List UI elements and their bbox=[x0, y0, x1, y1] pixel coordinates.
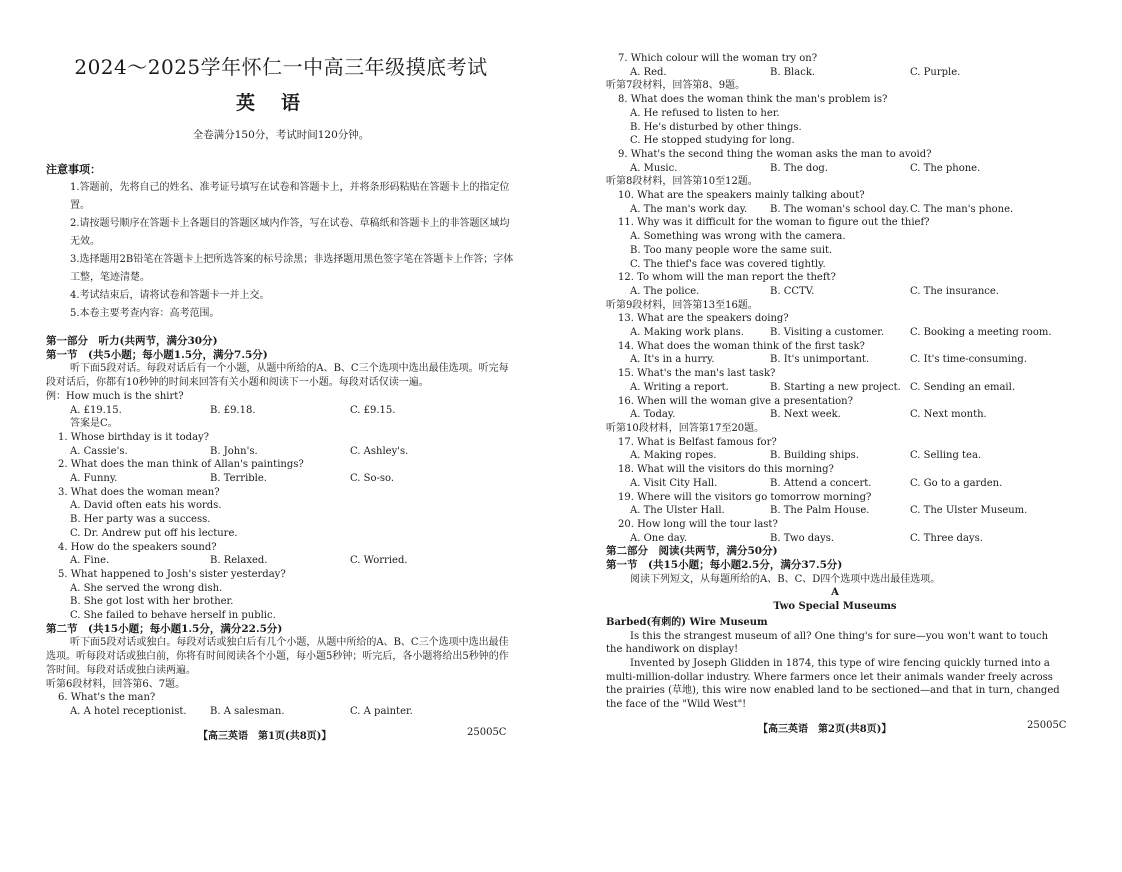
option: B. Attend a concert. bbox=[770, 477, 872, 489]
option: C. The insurance. bbox=[910, 285, 999, 297]
option: C. Selling tea. bbox=[910, 450, 982, 462]
question-10-options bbox=[606, 203, 1064, 217]
option: A. A hotel receptionist. bbox=[70, 705, 187, 717]
option: B. Two days. bbox=[770, 532, 835, 544]
exam-title: 2024～2025学年怀仁一中高三年级摸底考试 bbox=[74, 55, 488, 79]
option: A. The man's work day. bbox=[630, 203, 748, 215]
option: A. Cassie's. bbox=[70, 445, 128, 457]
question-4: 4. How do the speakers sound? bbox=[58, 541, 217, 553]
example-question: 例：How much is the shirt? bbox=[46, 390, 184, 402]
question-18-options bbox=[606, 477, 1064, 491]
footer-page-2: 【高三英语 第2页(共8页)】 bbox=[758, 724, 892, 735]
part2-sec1-heading: 第一节 (共15小题；每小题2.5分，满分37.5分) bbox=[606, 559, 843, 572]
notice-heading: 注意事项： bbox=[46, 163, 101, 176]
passage-title: Two Special Museums bbox=[773, 601, 897, 613]
question-20-options bbox=[606, 532, 1064, 546]
left-page bbox=[46, 54, 516, 719]
option: C. Three days. bbox=[910, 532, 983, 544]
right-page bbox=[606, 52, 1064, 712]
question-17: 17. What is Belfast famous for? bbox=[618, 436, 777, 448]
question-15-options bbox=[606, 381, 1064, 395]
question-16: 16. When will the woman give a presentation? bbox=[618, 395, 853, 407]
option: B. She got lost with her brother. bbox=[70, 596, 234, 608]
option: A. Today. bbox=[630, 409, 676, 421]
option: B. Visiting a customer. bbox=[770, 327, 885, 339]
option: A. She served the wrong dish. bbox=[70, 582, 223, 594]
score-info: 全卷满分150分，考试时间120分钟。 bbox=[192, 129, 370, 141]
question-6-options bbox=[46, 705, 516, 719]
question-9: 9. What's the second thing the woman asks the man to avoid? bbox=[618, 148, 932, 160]
part2-instructions: 阅读下列短文，从每题所给的A、B、C、D四个选项中选出最佳选项。 bbox=[630, 573, 941, 585]
question-10: 10. What are the speakers mainly talking about? bbox=[618, 190, 865, 202]
question-15: 15. What's the man's last task? bbox=[618, 368, 776, 380]
part1-sec2-heading: 第二节 (共15小题；每小题1.5分，满分22.5分) bbox=[46, 622, 283, 635]
question-13: 13. What are the speakers doing? bbox=[618, 313, 789, 325]
option: C. Ashley's. bbox=[350, 445, 409, 457]
question-17-options bbox=[606, 449, 1064, 463]
option: A. Writing a report. bbox=[630, 381, 729, 393]
question-13-options bbox=[606, 326, 1064, 340]
question-5: 5. What happened to Josh's sister yesterday? bbox=[58, 568, 286, 580]
example-answer: 答案是C。 bbox=[70, 418, 118, 430]
notice-item: 4.考试结束后，请将试卷和答题卡一并上交。 bbox=[70, 290, 270, 301]
question-7: 7. Which colour will the woman try on? bbox=[618, 53, 818, 64]
option: B. Too many people wore the same suit. bbox=[630, 244, 833, 256]
footer-code-1: 25005C bbox=[467, 727, 507, 738]
option: C. Purple. bbox=[910, 66, 961, 78]
part1-sec1-heading: 第一节 (共5小题；每小题1.5分，满分7.5分) bbox=[46, 348, 268, 361]
option: B. The woman's school day. bbox=[770, 203, 909, 215]
option: C. Next month. bbox=[910, 409, 987, 421]
question-20: 20. How long will the tour last? bbox=[618, 518, 778, 530]
option: B. CCTV. bbox=[770, 285, 815, 297]
question-19-options bbox=[606, 504, 1064, 518]
option: A. It's in a hurry. bbox=[630, 354, 715, 366]
option: A. Something was wrong with the camera. bbox=[630, 231, 846, 243]
option: C. She failed to behave herself in public. bbox=[70, 610, 276, 622]
option: A. £19.15. bbox=[70, 404, 122, 416]
option: C. The Ulster Museum. bbox=[910, 505, 1028, 517]
option: B. The Palm House. bbox=[770, 505, 870, 517]
option: A. David often eats his words. bbox=[70, 500, 222, 512]
option: A. Funny. bbox=[70, 473, 118, 485]
option: B. Building ships. bbox=[770, 450, 859, 462]
question-4-options bbox=[46, 554, 516, 568]
notice-item: 2.请按题号顺序在答题卡上各题目的答题区域内作答，写在试卷、草稿纸和答题卡上的非答题区域均无效。 bbox=[70, 218, 510, 247]
option: C. Dr. Andrew put off his lecture. bbox=[70, 527, 238, 539]
option: B. £9.18. bbox=[210, 404, 256, 416]
option: B. He's disturbed by other things. bbox=[630, 121, 802, 133]
part1-heading: 第一部分 听力(共两节，满分30分) bbox=[46, 335, 218, 347]
subject-title: 英语 bbox=[235, 92, 326, 114]
passage-letter: A bbox=[831, 587, 839, 599]
question-19: 19. Where will the visitors go tomorrow morning? bbox=[618, 491, 872, 503]
option: C. Go to a garden. bbox=[910, 477, 1003, 489]
passage-paragraph: Invented by Joseph Glidden in 1874, this type of wire fencing quickly turned into a multi-million-dollar industry. Where farmers once let their animals wander freely across the prairies (草地), this wire now enabled land to be sectioned—and that in turn, changed the face of the "Wild West"! bbox=[606, 657, 1060, 711]
option: B. Relaxed. bbox=[210, 555, 268, 567]
option: C. Sending an email. bbox=[910, 381, 1015, 393]
option: C. It's time-consuming. bbox=[910, 354, 1028, 366]
option: B. Next week. bbox=[770, 409, 841, 421]
listen-material-6: 听第6段材料，回答第6、7题。 bbox=[46, 678, 186, 690]
option: C. A painter. bbox=[350, 705, 413, 717]
option: C. £9.15. bbox=[350, 404, 396, 416]
question-6: 6. What's the man? bbox=[58, 692, 156, 704]
question-14: 14. What does the woman think of the first task? bbox=[618, 340, 865, 352]
part2-heading: 第二部分 阅读(共两节，满分50分) bbox=[606, 545, 778, 558]
option: B. Her party was a success. bbox=[70, 514, 211, 526]
notice-item: 3.选择题用2B铅笔在答题卡上把所选答案的标号涂黑；非选择题用黑色签字笔在答题卡上作答；字体工整，笔迹清楚。 bbox=[70, 254, 514, 283]
option: A. Music. bbox=[630, 162, 678, 174]
option: C. The thief's face was covered tightly. bbox=[630, 258, 826, 270]
question-12-options bbox=[606, 285, 1064, 299]
footer-page-1: 【高三英语 第1页(共8页)】 bbox=[198, 731, 332, 742]
option: C. The phone. bbox=[910, 162, 981, 174]
question-1-options bbox=[46, 445, 516, 459]
question-1: 1. Whose birthday is it today? bbox=[58, 431, 210, 443]
footer-code-2: 25005C bbox=[1027, 720, 1067, 731]
notice-item: 5.本卷主要考查内容：高考范围。 bbox=[70, 308, 220, 319]
notice-list bbox=[46, 179, 516, 323]
option: A. The police. bbox=[630, 285, 700, 297]
question-3: 3. What does the woman mean? bbox=[58, 486, 220, 498]
option: A. The Ulster Hall. bbox=[630, 505, 725, 517]
museum-heading: Barbed(有刺的) Wire Museum bbox=[606, 616, 768, 628]
example-options bbox=[46, 404, 516, 418]
question-11: 11. Why was it difficult for the woman to figure out the thief? bbox=[618, 217, 930, 229]
option: A. Making ropes. bbox=[630, 450, 717, 462]
listen-material-9: 听第9段材料，回答第13至16题。 bbox=[606, 299, 758, 311]
option: B. A salesman. bbox=[210, 705, 285, 717]
option: C. He stopped studying for long. bbox=[630, 135, 795, 147]
option: A. Making work plans. bbox=[630, 327, 744, 339]
option: B. Starting a new project. bbox=[770, 381, 901, 393]
option: A. He refused to listen to her. bbox=[630, 107, 780, 119]
option: B. It's unimportant. bbox=[770, 354, 870, 366]
option: C. Worried. bbox=[350, 555, 408, 567]
option: A. Fine. bbox=[70, 555, 110, 567]
question-14-options bbox=[606, 353, 1064, 367]
option: B. Terrible. bbox=[210, 473, 267, 485]
part1-sec1-instructions: 听下面5段对话。每段对话后有一个小题，从题中所给的A、B、C三个选项中选出最佳选项。听完每段对话后，你都有10秒钟的时间来回答有关小题和阅读下一小题。每段对话仅读一遍。 bbox=[46, 363, 509, 389]
option: A. Red. bbox=[630, 66, 667, 78]
option: A. One day. bbox=[630, 532, 688, 544]
option: B. Black. bbox=[770, 66, 816, 78]
question-9-options bbox=[606, 162, 1064, 176]
notice-item: 1.答题前，先将自己的姓名、准考证号填写在试卷和答题卡上，并将条形码粘贴在答题卡上的指定位置。 bbox=[70, 182, 510, 211]
question-16-options bbox=[606, 408, 1064, 422]
question-18: 18. What will the visitors do this morning? bbox=[618, 464, 834, 476]
option: B. John's. bbox=[210, 445, 258, 457]
part1-sec2-instructions: 听下面5段对话或独白。每段对话或独白后有几个小题，从题中所给的A、B、C三个选项中选出最佳选项。听每段对话或独白前，你将有时间阅读各个小题，每小题5秒钟；听完后，各小题将给出5秒钟的作答时间。每段对话或独白读两遍。 bbox=[46, 637, 509, 676]
listen-material-7: 听第7段材料，回答第8、9题。 bbox=[606, 80, 746, 92]
option: B. The dog. bbox=[770, 162, 828, 174]
option: A. Visit City Hall. bbox=[630, 477, 718, 489]
option: C. Booking a meeting room. bbox=[910, 327, 1052, 339]
question-12: 12. To whom will the man report the theft? bbox=[618, 272, 836, 284]
option: C. The man's phone. bbox=[910, 203, 1014, 215]
question-8: 8. What does the woman think the man's problem is? bbox=[618, 94, 888, 106]
passage-paragraph: Is this the strangest museum of all? One thing's for sure—you won't want to touch the handiwork on display! bbox=[606, 630, 1049, 656]
question-2: 2. What does the man think of Allan's paintings? bbox=[58, 459, 304, 471]
question-2-options bbox=[46, 472, 516, 486]
option: C. So-so. bbox=[350, 473, 395, 485]
listen-material-8: 听第8段材料，回答第10至12题。 bbox=[606, 176, 758, 188]
listen-material-10: 听第10段材料，回答第17至20题。 bbox=[606, 422, 765, 434]
question-7-options bbox=[606, 66, 1064, 80]
